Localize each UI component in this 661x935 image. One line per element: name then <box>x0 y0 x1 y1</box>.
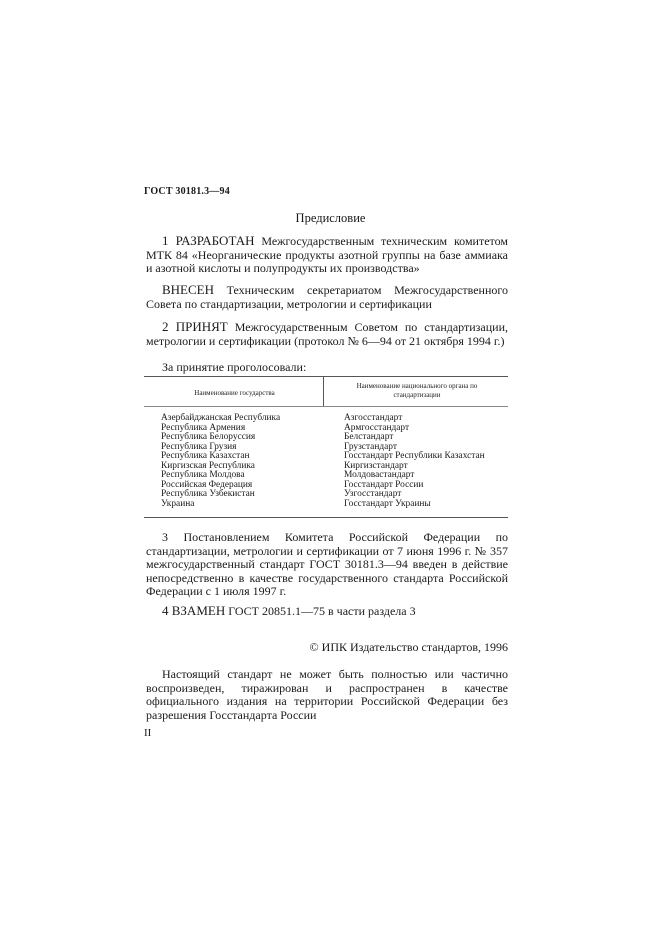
table-cell-body: Армгосстандарт <box>344 422 410 433</box>
table-header-rule <box>144 406 508 407</box>
section-introduced <box>146 283 508 311</box>
table-cell-body: Грузстандарт <box>344 441 397 452</box>
table-cell-body: Госстандарт Украины <box>344 498 431 509</box>
table-cell-body: Белстандарт <box>344 432 394 443</box>
section-replaces-lead: 4 ВЗАМЕН <box>162 603 226 618</box>
table-cell-state: Республика Молдова <box>161 470 245 481</box>
copyright-line: © ИПК Издательство стандартов, 1996 <box>309 640 508 654</box>
section-replaces-text: ГОСТ 20851.1—75 в части раздела 3 <box>225 604 416 618</box>
table-cell-state: Республика Грузия <box>161 441 237 452</box>
table-cell-body: Молдовастандарт <box>344 470 415 481</box>
reproduction-notice-text: Настоящий стандарт не может быть полностью или частично воспроизведен, тиражирован и распространен в качестве официального издания на территории Российской Федерации без разрешения Госстандарта России <box>146 667 508 722</box>
page-number: II <box>144 727 152 739</box>
section-resolution-text: 3 Постановлением Комитета Российской Федерации по стандартизации, метрологии и сертификации от 7 июня 1996 г. № 357 межгосударственный стандарт ГОСТ 30181.3—94 введен в действие непосредственно в качестве государственного стандарта Российской Федерации с 1 июля 1997 г. <box>146 530 508 599</box>
section-resolution <box>146 531 508 599</box>
table-cell-state: Киргизская Республика <box>161 460 255 471</box>
table-header-body: Наименование национального органа по стандартизации <box>356 382 478 399</box>
document-code: ГОСТ 30181.3—94 <box>144 186 230 197</box>
table-cell-body: Азгосстандарт <box>344 413 403 423</box>
section-developed-lead: 1 РАЗРАБОТАН <box>162 233 255 248</box>
section-developed <box>146 234 508 276</box>
state-column <box>161 414 280 509</box>
table-cell-state: Республика Армения <box>161 422 246 433</box>
section-replaces <box>146 604 508 619</box>
table-cell-body: Узгосстандарт <box>344 489 402 500</box>
section-developed-text: Межгосударственным техническим комитетом МТК 84 «Неорганические продукты азотной группы на базе аммиака и азотной кислоты и полупродукты их производства» <box>146 234 508 276</box>
section-introduced-text: Техническим секретариатом Межгосударственного Совета по стандартизации, метрологии и сертификации <box>146 283 508 311</box>
section-introduced-lead: ВНЕСЕН <box>162 282 214 297</box>
table-cell-state: Республика Узбекистан <box>161 489 255 500</box>
table-cell-state: Российская Федерация <box>161 479 253 490</box>
body-column <box>344 414 485 509</box>
table-bottom-rule <box>144 517 508 518</box>
vote-label: За принятие проголосовали: <box>162 360 307 374</box>
section-adopted-lead: 2 ПРИНЯТ <box>162 319 228 334</box>
table-cell-body: Киргизстандарт <box>344 460 408 471</box>
page-title: Предисловие <box>295 211 366 225</box>
section-adopted <box>146 320 508 348</box>
voting-table <box>144 376 508 518</box>
table-cell-body: Госстандарт России <box>344 479 424 490</box>
table-cell-state: Азербайджанская Республика <box>161 413 281 423</box>
reproduction-notice <box>146 668 508 722</box>
table-cell-state: Республика Казахстан <box>161 451 250 462</box>
table-cell-body: Госстандарт Республики Казахстан <box>344 451 485 462</box>
table-column-divider <box>323 376 324 406</box>
table-cell-state: Украина <box>161 498 195 509</box>
table-cell-state: Республика Белоруссия <box>161 432 256 443</box>
table-top-rule <box>144 376 508 377</box>
table-header-state: Наименование государства <box>194 389 275 397</box>
section-adopted-text: Межгосударственным Советом по стандартизации, метрологии и сертификации (протокол № 6—94 от 21 октября 1994 г.) <box>146 320 509 348</box>
